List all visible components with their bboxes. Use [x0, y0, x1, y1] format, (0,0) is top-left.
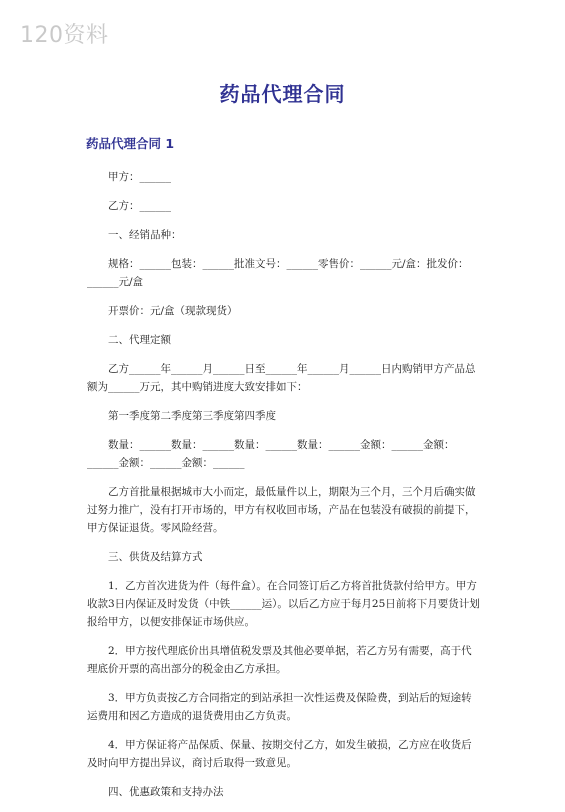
quota-period: 乙方______年______月______日至______年______月______日内购销甲方产品总额为______万元，其中购销进度大致安排如下： — [87, 363, 476, 393]
party-a: 甲方：______ — [108, 171, 171, 183]
document-title: 药品代理合同 — [219, 82, 346, 106]
supply-item-4: 4．甲方保证将产品保质、保量、按期交付乙方，如发生破损，乙方应在收货后及时向甲方提出异议，商讨后取得一致意见。 — [87, 739, 472, 769]
invoice-price: 开票价：元/盒（现款现货） — [108, 305, 238, 317]
section-heading: 药品代理合同 1 — [86, 136, 175, 151]
party-b: 乙方：______ — [108, 200, 171, 212]
supply-item-3: 3．甲方负责按乙方合同指定的到站承担一次性运费及保险费，到站后的短途转运费用和因乙方造成的退货费用由乙方负责。 — [87, 692, 472, 722]
document-body — [87, 168, 482, 812]
quarter-headers: 第一季度第二季度第三季度第四季度 — [108, 410, 276, 422]
clause-heading-1: 一、经销品种： — [108, 229, 182, 241]
supply-item-2: 2．甲方按代理底价出具增值税发票及其他必要单据，若乙方另有需要，高于代理底价开票的高出部分的税金由乙方承担。 — [87, 645, 472, 675]
clause-heading-4: 四、优惠政策和支持办法 — [108, 786, 224, 798]
clause-heading-2: 二、代理定额 — [108, 334, 171, 346]
product-spec: 规格：______包装：______批准文号：______零售价：______元/盒：批发价：______元/盒 — [87, 258, 469, 288]
clause-heading-3: 三、供货及结算方式 — [108, 551, 203, 563]
supply-item-1: 1．乙方首次进货为件（每件盒）。在合同签订后乙方将首批货款付给甲方。甲方收款3日内保证及时发货（中铁______运）。以后乙方应于每月25日前将下月要货计划报给甲方，以便安排保证市场供应。 — [87, 580, 480, 628]
quarter-amounts: 数量：______数量：______数量：______数量：______金额：______金额：______金额：______金额：______ — [87, 439, 455, 469]
first-batch-terms: 乙方首批量根据城市大小而定，最低量件以上，期限为三个月，三个月后确实做过努力推广，没有打开市场的，甲方有权收回市场，产品在包装没有破损的前提下，甲方保证退货。零风险经营。 — [87, 486, 476, 534]
watermark: 120资料 — [20, 23, 109, 48]
